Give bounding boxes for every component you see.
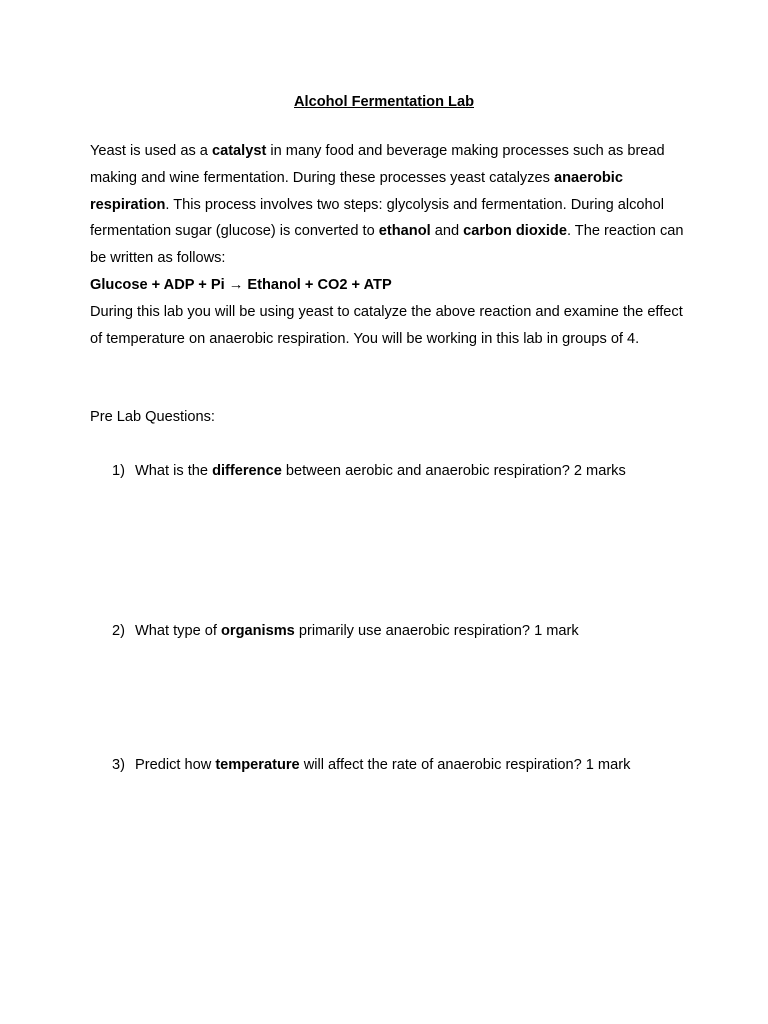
- intro-section: [90, 138, 690, 352]
- term-catalyst: catalyst: [211, 143, 267, 159]
- question-text: between aerobic and anaerobic respiration? 2 marks: [281, 463, 626, 479]
- question-text: will affect the rate of anaerobic respiration? 1 mark: [299, 757, 631, 773]
- intro-text: in many food and beverage making processes such as bread making and wine fermentation. During these processes yeast catalyzes: [90, 143, 665, 186]
- document-title: Alcohol Fermentation Lab: [294, 94, 474, 110]
- reaction-equation: Glucose + ADP + Pi → Ethanol + CO2 + ATP: [90, 276, 392, 293]
- question-text: Predict how: [135, 757, 216, 773]
- question-number: 2): [112, 623, 125, 639]
- term-ethanol: ethanol: [378, 223, 431, 240]
- prelab-question-1: [112, 459, 712, 483]
- term-anaerobic-respiration: anaerobic respiration: [90, 169, 623, 213]
- prelab-question-3: [112, 753, 712, 777]
- question-keyword: difference: [212, 463, 282, 479]
- intro-paragraph: [90, 138, 690, 272]
- intro-text: and: [430, 223, 464, 240]
- question-number: 1): [112, 463, 125, 479]
- intro-text: . This process involves two steps: glycolysis and fermentation. During alcohol fermentation sugar (glucose) is converted to: [90, 196, 665, 240]
- prelab-heading: Pre Lab Questions:: [90, 409, 215, 425]
- lab-description-paragraph: During this lab you will be using yeast to catalyze the above reaction and examine the effect of temperature on anaerobic respiration. You will be working in this lab in groups of 4.: [90, 303, 683, 347]
- question-text: What type of: [135, 623, 221, 639]
- question-number: 3): [112, 757, 125, 773]
- term-carbon-dioxide: carbon dioxide: [463, 223, 567, 240]
- question-text: What is the: [135, 463, 213, 479]
- intro-text: . The reaction can be written as follows:: [90, 223, 684, 267]
- question-keyword: organisms: [220, 623, 295, 639]
- prelab-question-2: [112, 619, 712, 643]
- question-keyword: temperature: [215, 757, 300, 773]
- question-text: primarily use anaerobic respiration? 1 mark: [294, 623, 579, 639]
- intro-text: Yeast is used as a: [90, 143, 212, 159]
